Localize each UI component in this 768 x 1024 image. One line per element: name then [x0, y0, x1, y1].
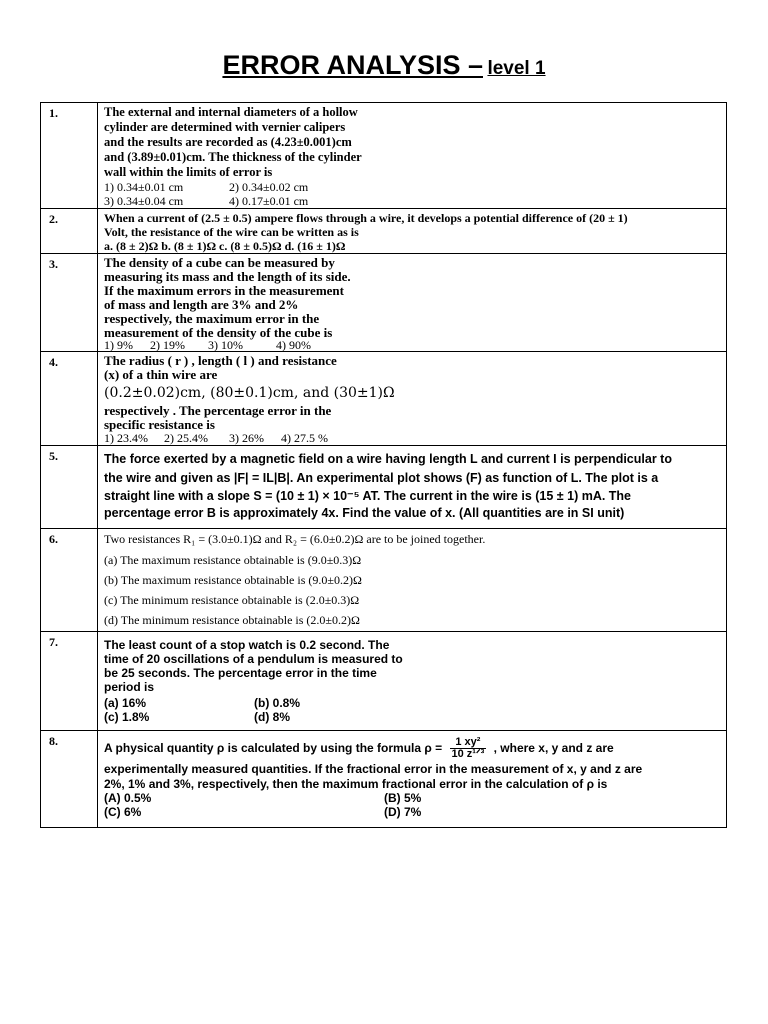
- question-line: (x) of a thin wire are: [104, 367, 218, 382]
- formula-text-pre: A physical quantity ρ is calculated by using the formula ρ =: [104, 741, 443, 755]
- question-row-3: [41, 254, 727, 352]
- question-line: the wire and given as |F| = IL|B|. An experimental plot shows (F) as function of L. The plot is a: [104, 470, 659, 485]
- option: 2) 25.4%: [164, 431, 208, 445]
- question-line: If the maximum errors in the measurement: [104, 283, 344, 298]
- question-line: The density of a cube can be measured by: [104, 255, 335, 270]
- question-body: [98, 632, 727, 731]
- option: 1) 9%: [104, 338, 133, 352]
- question-line: When a current of (2.5 ± 0.5) ampere flows through a wire, it develops a potential difference of (20 ± 1): [104, 211, 628, 225]
- question-body: [98, 731, 727, 828]
- question-line: The force exerted by a magnetic field on a wire having length L and current I is perpendicular to: [104, 452, 672, 466]
- title-sub: level 1: [487, 58, 546, 79]
- formula-denominator: 10 z¹ᐟ³: [451, 748, 485, 761]
- question-line: period is: [104, 680, 155, 694]
- question-intro: Two resistances R₁ = (3.0±0.1)Ω and R₂ = (6.0±0.2)Ω are to be joined together.: [104, 532, 486, 546]
- question-values: (0.2±0.02)cm, (80±0.1)cm, and (30±1)Ω: [104, 385, 395, 401]
- question-line: measurement of the density of the cube is: [104, 325, 333, 340]
- option: (C) 6%: [104, 805, 142, 819]
- question-line: straight line with a slope S = (10 ± 1) × 10⁻⁵ AT. The current in the wire is (15 ± 1) mA. The: [104, 489, 632, 503]
- question-row-7: [41, 632, 727, 731]
- option: 4) 27.5 %: [281, 431, 328, 445]
- question-line: 2%, 1% and 3%, respectively, then the maximum fractional error in the calculation of ρ is: [104, 777, 608, 791]
- question-line: of mass and length are 3% and 2%: [104, 297, 299, 312]
- option: (c) 1.8%: [104, 710, 150, 724]
- question-row-8: [41, 731, 727, 828]
- question-number: 7.: [41, 632, 98, 731]
- question-body: [98, 103, 727, 209]
- question-line: respectively . The percentage error in the: [104, 403, 332, 418]
- question-body: [98, 209, 727, 254]
- option: (d) The minimum resistance obtainable is (2.0±0.2)Ω: [104, 613, 360, 627]
- questions-table: [40, 102, 727, 828]
- question-line: measuring its mass and the length of its side.: [104, 269, 351, 284]
- option: (b) 0.8%: [254, 696, 301, 710]
- question-line: and (3.89±0.01)cm. The thickness of the cylinder: [104, 150, 362, 164]
- option: 2) 0.34±0.02 cm: [229, 180, 309, 194]
- option: 3) 10%: [208, 338, 243, 352]
- question-line: be 25 seconds. The percentage error in the time: [104, 666, 377, 680]
- question-line: cylinder are determined with vernier calipers: [104, 120, 346, 134]
- question-line: The external and internal diameters of a hollow: [104, 105, 358, 119]
- question-line: percentage error B is approximately 4x. Find the value of x. (All quantities are in SI unit): [104, 505, 625, 520]
- option: 3) 26%: [229, 431, 264, 445]
- question-line: wall within the limits of error is: [104, 165, 273, 179]
- option: 1) 23.4%: [104, 431, 148, 445]
- question-row-5: [41, 446, 727, 529]
- title-main: ERROR ANALYSIS –: [222, 50, 483, 80]
- question-number: 3.: [41, 254, 98, 352]
- question-formula-line: [104, 735, 722, 761]
- option: (B) 5%: [384, 791, 422, 805]
- option: 2) 19%: [150, 338, 185, 352]
- question-number: 5.: [41, 446, 98, 529]
- option: (D) 7%: [384, 805, 422, 819]
- question-line: and the results are recorded as (4.23±0.001)cm: [104, 135, 352, 149]
- question-number: 1.: [41, 103, 98, 209]
- question-line: respectively, the maximum error in the: [104, 311, 320, 326]
- question-number: 6.: [41, 529, 98, 632]
- question-body: [98, 446, 727, 529]
- question-line: The least count of a stop watch is 0.2 second. The: [104, 638, 390, 652]
- option: 1) 0.34±0.01 cm: [104, 180, 184, 194]
- option: (A) 0.5%: [104, 791, 152, 805]
- option: (a) The maximum resistance obtainable is (9.0±0.3)Ω: [104, 553, 362, 567]
- question-number: 4.: [41, 352, 98, 446]
- formula-text-post: , where x, y and z are: [493, 741, 614, 755]
- option: (c) The minimum resistance obtainable is (2.0±0.3)Ω: [104, 593, 360, 607]
- question-body: [98, 254, 727, 352]
- option: 4) 90%: [276, 338, 311, 352]
- option: 3) 0.34±0.04 cm: [104, 194, 184, 208]
- question-row-4: [41, 352, 727, 446]
- question-options: a. (8 ± 2)Ω b. (8 ± 1)Ω c. (8 ± 0.5)Ω d. (16 ± 1)Ω: [104, 239, 346, 253]
- option: (d) 8%: [254, 710, 290, 724]
- option: (a) 16%: [104, 696, 147, 710]
- question-number: 8.: [41, 731, 98, 828]
- question-body: [98, 352, 727, 446]
- question-row-6: [41, 529, 727, 632]
- question-row-2: [41, 209, 727, 254]
- question-line: experimentally measured quantities. If the fractional error in the measurement of x, y and z are: [104, 762, 643, 776]
- question-line: Volt, the resistance of the wire can be written as is: [104, 225, 359, 239]
- question-line: specific resistance is: [104, 417, 215, 432]
- formula-numerator: 1 xy²: [450, 737, 487, 749]
- question-line: The radius ( r ) , length ( l ) and resistance: [104, 353, 337, 368]
- option: 4) 0.17±0.01 cm: [229, 194, 309, 208]
- page-title: [0, 50, 768, 81]
- question-number: 2.: [41, 209, 98, 254]
- option: (b) The maximum resistance obtainable is (9.0±0.2)Ω: [104, 573, 362, 587]
- question-row-1: [41, 103, 727, 209]
- question-line: time of 20 oscillations of a pendulum is measured to: [104, 652, 403, 666]
- formula-fraction: [450, 737, 487, 760]
- question-body: [98, 529, 727, 632]
